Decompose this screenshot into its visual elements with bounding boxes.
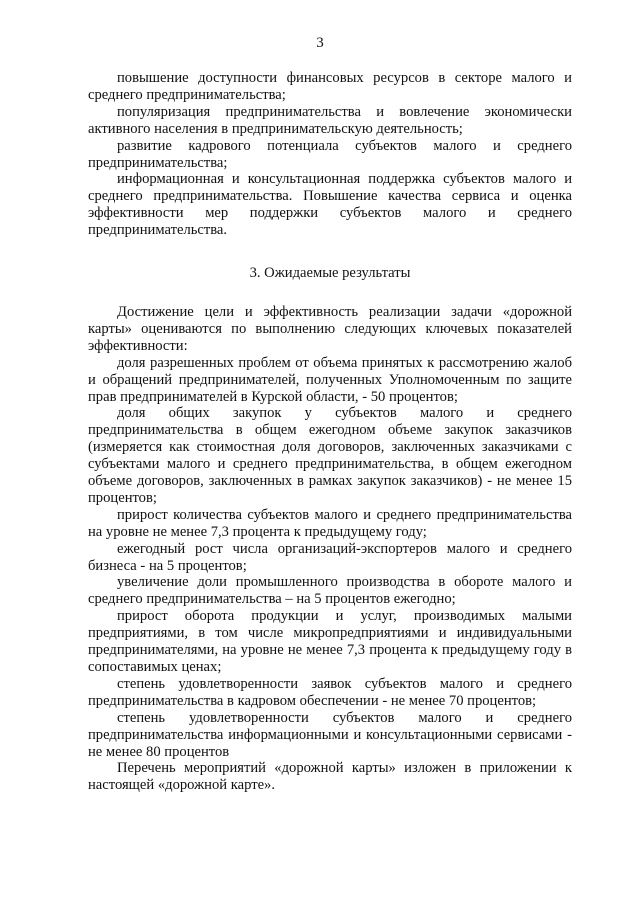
document-body	[88, 70, 572, 794]
intro-item: развитие кадрового потенциала субъектов малого и среднего предпринимательства;	[88, 137, 572, 171]
section-paragraph: степень удовлетворенности заявок субъектов малого и среднего предпринимательства в кадровом обеспечении - не менее 70 процентов;	[88, 675, 572, 709]
section-paragraph: доля разрешенных проблем от объема принятых к рассмотрению жалоб и обращений предпринимателей, полученных Уполномоченным по защите прав предпринимателей в Курской области, - 50 процентов;	[88, 354, 572, 405]
section-paragraph: прирост оборота продукции и услуг, производимых малыми предприятиями, в том числе микропредприятиями и индивидуальными предпринимателями, на уровне не менее 7,3 процента к предыдущему году в сопоставимых ценах;	[88, 608, 572, 675]
section-paragraph: прирост количества субъектов малого и среднего предпринимательства на уровне не менее 7,3 процента к предыдущему году;	[88, 506, 572, 540]
section-paragraph: увеличение доли промышленного производства в обороте малого и среднего предпринимательства – на 5 процентов ежегодно;	[88, 574, 572, 608]
section-heading: 3. Ожидаемые результаты	[249, 265, 411, 282]
section-paragraph: Достижение цели и эффективность реализации задачи «дорожной карты» оцениваются по выполнению следующих ключевых показателей эффективности:	[88, 303, 572, 354]
intro-item: информационная и консультационная поддержка субъектов малого и среднего предпринимательства. Повышение качества сервиса и оценка эффективности мер поддержки субъектов малого и среднего предпринимательства.	[88, 171, 572, 239]
section-paragraph: доля общих закупок у субъектов малого и среднего предпринимательства в общем ежегодном объеме закупок заказчиков (измеряется как стоимостная доля договоров, заключенных заказчиками с субъектами малого и среднего предпринимательства, в общем ежегодном объеме договоров, заключенных в рамках закупок заказчиков) - не менее 15 процентов;	[88, 405, 572, 506]
intro-item: популяризация предпринимательства и вовлечение экономически активного населения в предпринимательскую деятельность;	[88, 103, 572, 137]
page-number: 3	[316, 35, 324, 51]
section-paragraph: Перечень мероприятий «дорожной карты» изложен в приложении к настоящей «дорожной карте».	[88, 760, 572, 794]
section-paragraph: ежегодный рост числа организаций-экспортеров малого и среднего бизнеса - на 5 процентов;	[88, 540, 572, 574]
section-paragraph: степень удовлетворенности субъектов малого и среднего предпринимательства информационными и консультационными сервисами - не менее 80 процентов	[88, 709, 572, 760]
intro-item: повышение доступности финансовых ресурсов в секторе малого и среднего предпринимательства;	[88, 70, 572, 103]
